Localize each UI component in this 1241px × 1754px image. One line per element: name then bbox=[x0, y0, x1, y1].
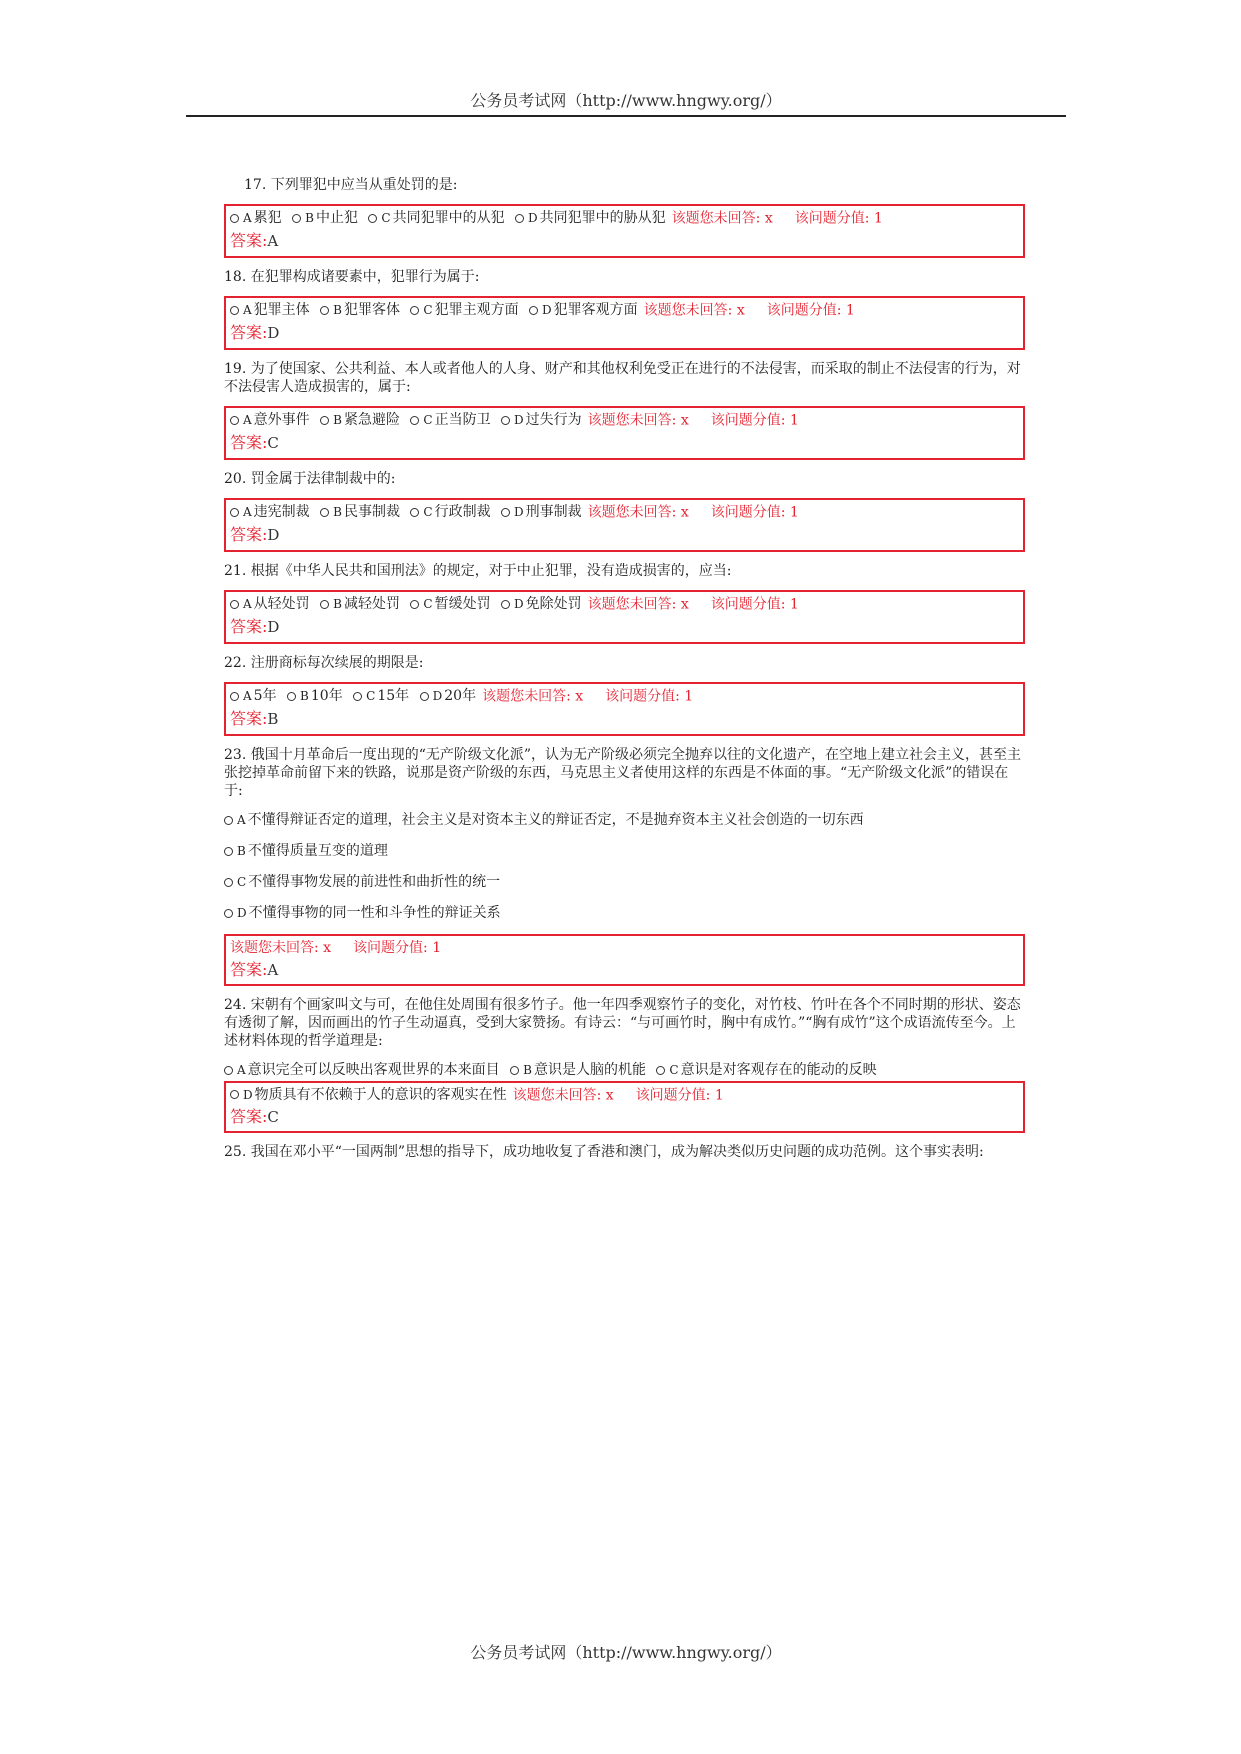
question-22-answer-box bbox=[224, 682, 1025, 736]
option-c[interactable]: C 正当防卫 bbox=[410, 410, 490, 430]
option-b[interactable]: B 紧急避险 bbox=[320, 410, 400, 430]
radio-icon[interactable] bbox=[230, 692, 239, 701]
answer-line: 答案:D bbox=[230, 524, 280, 544]
radio-icon[interactable] bbox=[410, 416, 419, 425]
question-20-answer-box bbox=[224, 498, 1025, 552]
unanswered-status: 该题您未回答: x bbox=[587, 504, 689, 521]
radio-icon[interactable] bbox=[230, 1090, 239, 1099]
option-d[interactable]: D 物质具有不依赖于人的意识的客观实在性 bbox=[230, 1085, 507, 1105]
radio-icon[interactable] bbox=[224, 878, 233, 887]
question-24-text: 24. 宋朝有个画家叫文与可，在他住处周围有很多竹子。他一年四季观察竹子的变化，对竹枝、竹叶在各个不同时期的形状、姿态有透彻了解，因而画出的竹子生动逼真，受到大家赞扬。有诗云：“与可画竹时，胸中有成竹。”“胸有成竹”这个成语流传至今。上述材料体现的哲学道理是: bbox=[224, 997, 1021, 1049]
radio-icon[interactable] bbox=[230, 306, 239, 315]
radio-icon[interactable] bbox=[410, 508, 419, 517]
score-status: 该问题分值: 1 bbox=[710, 596, 799, 613]
option-c[interactable]: C 行政制裁 bbox=[410, 502, 490, 522]
radio-icon[interactable] bbox=[501, 508, 510, 517]
option-d[interactable]: D 过失行为 bbox=[501, 410, 582, 430]
answer-line: 答案:A bbox=[230, 960, 279, 979]
quiz-content bbox=[224, 176, 1024, 1171]
question-23-answer-box bbox=[224, 934, 1025, 986]
option-b[interactable]: B 减轻处罚 bbox=[320, 594, 400, 614]
question-18-answer-box bbox=[224, 296, 1025, 350]
answer-value: D bbox=[267, 525, 280, 544]
option-a[interactable]: A 意识完全可以反映出客观世界的本来面目 bbox=[224, 1060, 500, 1080]
question-22-text: 22. 注册商标每次续展的期限是: bbox=[224, 655, 424, 671]
answer-line: 答案:B bbox=[230, 708, 279, 728]
question-17-answer-box bbox=[224, 204, 1025, 258]
unanswered-status: 该题您未回答: x bbox=[230, 940, 332, 956]
answer-line: 答案:C bbox=[230, 432, 279, 452]
question-19-options bbox=[230, 410, 1019, 431]
header-divider bbox=[186, 115, 1066, 117]
score-status: 该问题分值: 1 bbox=[794, 210, 883, 227]
answer-line: 答案:C bbox=[230, 1107, 279, 1126]
option-a[interactable]: A 累犯 bbox=[230, 208, 282, 228]
question-19-answer-box bbox=[224, 406, 1025, 460]
radio-icon[interactable] bbox=[368, 214, 377, 223]
question-17-options bbox=[230, 208, 1019, 229]
page-header: 公务员考试网（http://www.hngwy.org/） bbox=[470, 91, 782, 110]
option-b[interactable]: B 犯罪客体 bbox=[320, 300, 400, 320]
unanswered-status: 该题您未回答: x bbox=[482, 688, 584, 705]
option-c[interactable]: C 暂缓处罚 bbox=[410, 594, 490, 614]
score-status: 该问题分值: 1 bbox=[710, 412, 799, 429]
answer-line: 答案:A bbox=[230, 230, 279, 250]
radio-icon[interactable] bbox=[420, 692, 429, 701]
option-b[interactable]: B 民事制裁 bbox=[320, 502, 400, 522]
option-c[interactable]: C 共同犯罪中的从犯 bbox=[368, 208, 504, 228]
question-19-text: 19. 为了使国家、公共利益、本人或者他人的人身、财产和其他权利免受正在进行的不法侵害，而采取的制止不法侵害的行为，对不法侵害人造成损害的，属于: bbox=[224, 361, 1021, 395]
question-24-answer-box bbox=[224, 1081, 1025, 1133]
radio-icon[interactable] bbox=[224, 816, 233, 825]
option-a[interactable]: A 不懂得辩证否定的道理，社会主义是对资本主义的辩证否定，不是抛弃资本主义社会创造的一切东西 bbox=[224, 810, 1024, 830]
radio-icon[interactable] bbox=[287, 692, 296, 701]
question-17-text: 17. 下列罪犯中应当从重处罚的是: bbox=[244, 177, 458, 193]
question-21-text: 21. 根据《中华人民共和国刑法》的规定，对于中止犯罪，没有造成损害的，应当: bbox=[224, 563, 732, 579]
radio-icon[interactable] bbox=[501, 600, 510, 609]
unanswered-status: 该题您未回答: x bbox=[512, 1087, 614, 1103]
radio-icon[interactable] bbox=[410, 600, 419, 609]
radio-icon[interactable] bbox=[501, 416, 510, 425]
question-20-options bbox=[230, 502, 1019, 523]
radio-icon[interactable] bbox=[320, 600, 329, 609]
question-24-options bbox=[224, 1060, 1024, 1081]
question-21-options bbox=[230, 594, 1019, 615]
question-18-options bbox=[230, 300, 1019, 321]
answer-value: D bbox=[267, 617, 280, 636]
unanswered-status: 该题您未回答: x bbox=[671, 210, 773, 227]
score-status: 该问题分值: 1 bbox=[635, 1087, 724, 1103]
question-21-answer-box bbox=[224, 590, 1025, 644]
option-b[interactable]: B 意识是人脑的机能 bbox=[510, 1060, 646, 1080]
radio-icon[interactable] bbox=[224, 847, 233, 856]
question-20-text: 20. 罚金属于法律制裁中的: bbox=[224, 471, 396, 487]
question-23-options bbox=[224, 810, 1024, 923]
radio-icon[interactable] bbox=[656, 1066, 665, 1075]
score-status: 该问题分值: 1 bbox=[710, 504, 799, 521]
option-a[interactable]: A 意外事件 bbox=[230, 410, 310, 430]
radio-icon[interactable] bbox=[230, 416, 239, 425]
radio-icon[interactable] bbox=[320, 306, 329, 315]
question-25-text: 25. 我国在邓小平“一国两制”思想的指导下，成功地收复了香港和澳门，成为解决类似历史问题的成功范例。这个事实表明: bbox=[224, 1143, 984, 1160]
unanswered-status: 该题您未回答: x bbox=[587, 596, 689, 613]
answer-value: C bbox=[267, 433, 279, 452]
option-a[interactable]: A 违宪制裁 bbox=[230, 502, 310, 522]
unanswered-status: 该题您未回答: x bbox=[587, 412, 689, 429]
answer-value: C bbox=[267, 1108, 279, 1126]
answer-line: 答案:D bbox=[230, 616, 280, 636]
question-18-text: 18. 在犯罪构成诸要素中，犯罪行为属于: bbox=[224, 269, 480, 285]
unanswered-status: 该题您未回答: x bbox=[643, 302, 745, 319]
option-b[interactable]: B 不懂得质量互变的道理 bbox=[224, 841, 1024, 861]
radio-icon[interactable] bbox=[230, 600, 239, 609]
option-d[interactable]: D 刑事制裁 bbox=[501, 502, 582, 522]
radio-icon[interactable] bbox=[529, 306, 538, 315]
radio-icon[interactable] bbox=[510, 1066, 519, 1075]
answer-value: A bbox=[267, 231, 279, 250]
score-status: 该问题分值: 1 bbox=[605, 688, 694, 705]
question-22-options bbox=[230, 686, 1019, 707]
radio-icon[interactable] bbox=[230, 508, 239, 517]
answer-value: A bbox=[267, 961, 279, 979]
radio-icon[interactable] bbox=[224, 1066, 233, 1075]
option-b[interactable]: B 10年 bbox=[287, 686, 343, 706]
radio-icon[interactable] bbox=[292, 214, 301, 223]
radio-icon[interactable] bbox=[320, 508, 329, 517]
option-d[interactable]: D 犯罪客观方面 bbox=[529, 300, 638, 320]
radio-icon[interactable] bbox=[515, 214, 524, 223]
radio-icon[interactable] bbox=[410, 306, 419, 315]
page-footer: 公务员考试网（http://www.hngwy.org/） bbox=[470, 1643, 782, 1662]
option-a[interactable]: A 5年 bbox=[230, 686, 277, 706]
option-c[interactable]: C 意识是对客观存在的能动的反映 bbox=[656, 1060, 876, 1080]
option-c[interactable]: C 不懂得事物发展的前进性和曲折性的统一 bbox=[224, 872, 1024, 892]
answer-value: B bbox=[267, 709, 279, 728]
option-c[interactable]: C 15年 bbox=[353, 686, 409, 706]
option-b[interactable]: B 中止犯 bbox=[292, 208, 358, 228]
radio-icon[interactable] bbox=[353, 692, 362, 701]
option-d[interactable]: D 不懂得事物的同一性和斗争性的辩证关系 bbox=[224, 903, 1024, 923]
option-a[interactable]: A 犯罪主体 bbox=[230, 300, 310, 320]
score-status: 该问题分值: 1 bbox=[353, 940, 442, 956]
question-23-text: 23. 俄国十月革命后一度出现的“无产阶级文化派”，认为无产阶级必须完全抛弃以往的文化遗产，在空地上建立社会主义，甚至主张挖掉革命前留下来的铁路，说那是资产阶级的东西，马克思主义者使用这样的东西是不体面的事。“无产阶级文化派”的错误在于: bbox=[224, 747, 1022, 799]
option-d[interactable]: D 共同犯罪中的胁从犯 bbox=[515, 208, 666, 228]
option-d[interactable]: D 免除处罚 bbox=[501, 594, 582, 614]
radio-icon[interactable] bbox=[230, 214, 239, 223]
score-status: 该问题分值: 1 bbox=[766, 302, 855, 319]
answer-line: 答案:D bbox=[230, 322, 280, 342]
radio-icon[interactable] bbox=[320, 416, 329, 425]
option-c[interactable]: C 犯罪主观方面 bbox=[410, 300, 518, 320]
answer-value: D bbox=[267, 323, 280, 342]
option-d[interactable]: D 20年 bbox=[420, 686, 476, 706]
option-a[interactable]: A 从轻处罚 bbox=[230, 594, 310, 614]
radio-icon[interactable] bbox=[224, 909, 233, 918]
